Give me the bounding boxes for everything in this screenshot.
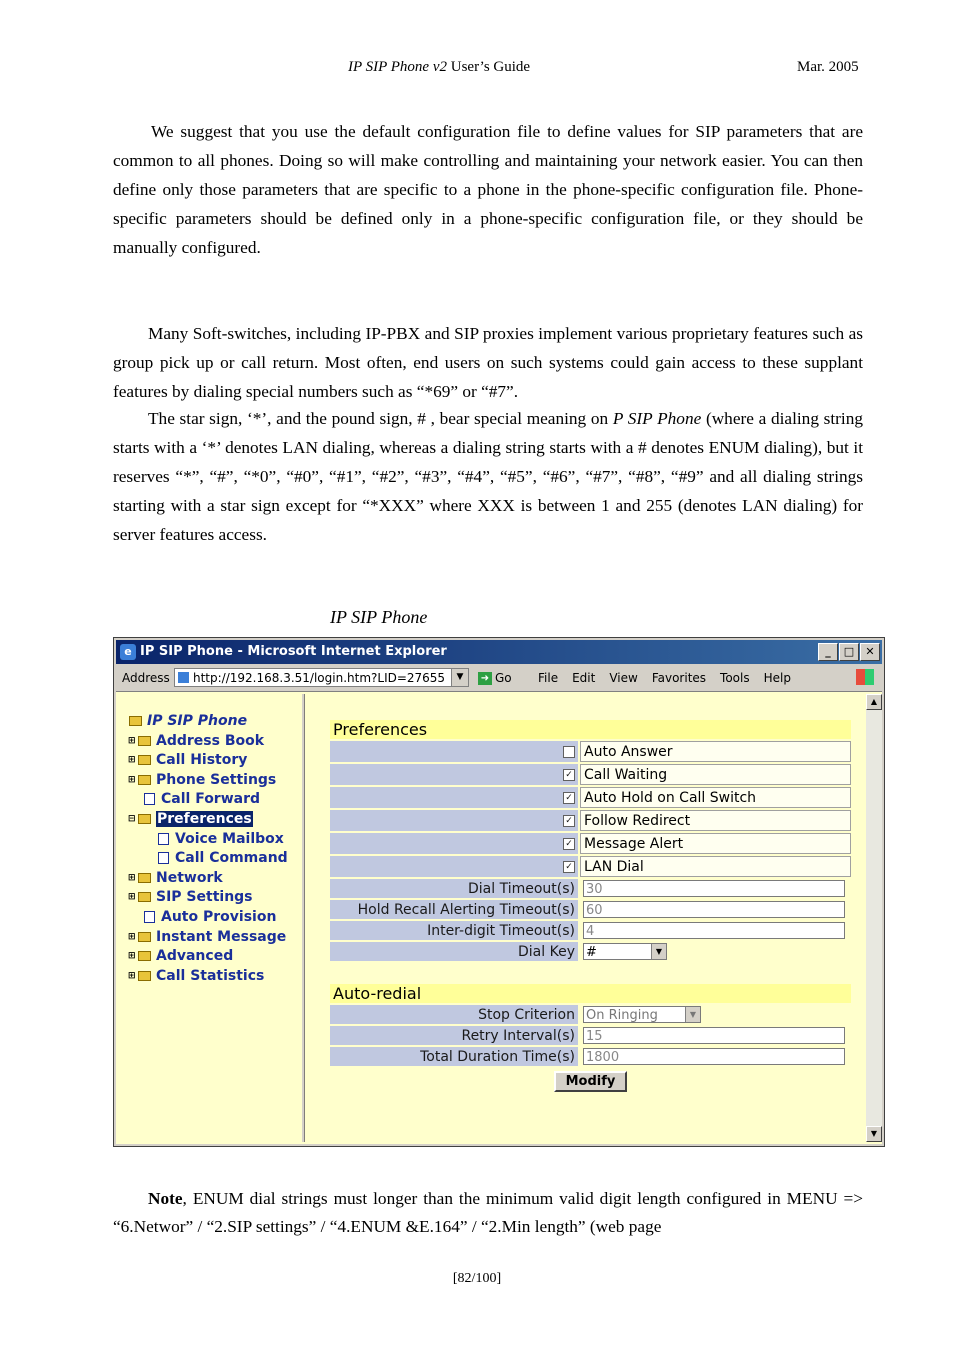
window-controls bbox=[817, 643, 880, 667]
tree-item-call-forward[interactable]: Call Forward bbox=[128, 790, 288, 810]
tree-item-call-command[interactable]: Call Command bbox=[128, 849, 288, 869]
form-pane bbox=[308, 694, 866, 1142]
folder-icon bbox=[138, 951, 151, 961]
header-date: Mar. 2005 bbox=[797, 59, 859, 75]
input-inter-digit-timeout[interactable]: 4 bbox=[583, 922, 845, 939]
input-retry-interval[interactable]: 15 bbox=[583, 1027, 845, 1044]
go-arrow-icon: ➜ bbox=[478, 672, 492, 685]
tree-root[interactable]: IP SIP Phone bbox=[128, 712, 288, 732]
tree-item-sip-settings[interactable]: ⊞ SIP Settings bbox=[128, 888, 288, 908]
label-total-duration: Total Duration Time(s) bbox=[330, 1047, 578, 1066]
chevron-down-icon[interactable]: ▼ bbox=[651, 944, 666, 959]
label-stop-criterion: Stop Criterion bbox=[330, 1005, 578, 1024]
tree-item-network[interactable]: ⊞ Network bbox=[128, 869, 288, 889]
preferences-form bbox=[328, 718, 853, 1096]
label-retry-interval: Retry Interval(s) bbox=[330, 1026, 578, 1045]
expand-icon[interactable]: ⊞ bbox=[128, 872, 136, 883]
collapse-icon[interactable]: ⊟ bbox=[128, 813, 136, 824]
folder-icon bbox=[138, 932, 151, 942]
nav-tree bbox=[128, 712, 288, 986]
input-hold-recall-timeout[interactable]: 60 bbox=[583, 901, 845, 918]
menu-edit[interactable]: Edit bbox=[572, 671, 596, 685]
check-label-auto-hold: Auto Hold on Call Switch bbox=[580, 787, 851, 808]
checkbox-auto-hold[interactable]: ✓ bbox=[563, 792, 575, 804]
menu-favorites[interactable]: Favorites bbox=[651, 671, 707, 685]
input-total-duration[interactable]: 1800 bbox=[583, 1048, 845, 1065]
page-icon bbox=[178, 672, 189, 683]
close-icon[interactable]: ✕ bbox=[860, 643, 880, 661]
address-label: Address bbox=[122, 671, 170, 685]
paragraph-2: Many Soft-switches, including IP-PBX and SIP proxies implement various proprietary features such as group pick up or call return. Most often, end users on such systems could gain access to these supplant features by dialing special numbers such as “*69” or “#7”. bbox=[113, 324, 863, 401]
paragraph-1: We suggest that you use the default configuration file to define values for SIP parameters that are common to all phones. Doing so will make controlling and maintaining your network easier. You can then define only those parameters that are specific to a phone in the phone-specific configuration file. Phone-specific parameters should be defined only in a phone-specific configuration file, or they should be manually configured. bbox=[113, 122, 863, 257]
label-inter-digit-timeout: Inter-digit Timeout(s) bbox=[330, 921, 578, 940]
check-label-follow-redirect: Follow Redirect bbox=[580, 810, 851, 831]
scroll-down-icon[interactable]: ▼ bbox=[866, 1126, 882, 1142]
tree-item-address-book[interactable]: ⊞ Address Book bbox=[128, 732, 288, 752]
check-label-lan-dial: LAN Dial bbox=[580, 856, 851, 877]
select-dial-key[interactable]: # ▼ bbox=[583, 943, 667, 960]
menu-tools[interactable]: Tools bbox=[720, 671, 750, 685]
tree-item-voice-mailbox[interactable]: Voice Mailbox bbox=[128, 830, 288, 850]
checkbox-follow-redirect[interactable]: ✓ bbox=[563, 815, 575, 827]
browser-screenshot bbox=[113, 637, 885, 1147]
window-titlebar bbox=[116, 640, 882, 664]
paragraph-3: The star sign, ‘*’, and the pound sign, # , bear special meaning on P SIP Phone (where a dialing string starts with a ‘*’ denotes LAN dialing, whereas a dialing string starts with a # denotes ENUM dialing), but it reserves “*”, “#”, “*0”, “#0”, “#1”, “#2”, “#3”, “#4”, “#5”, “#6”, “#7”, “#8”, “#9” and all dialing strings starting with a star sign except for “*XXX” where XXX is between 1 and 255 (denotes LAN dialing) for server features access. bbox=[113, 409, 864, 544]
folder-icon bbox=[138, 736, 151, 746]
label-dial-key: Dial Key bbox=[330, 942, 578, 961]
page-icon bbox=[158, 833, 169, 845]
check-label-auto-answer: Auto Answer bbox=[580, 741, 851, 762]
note-paragraph: Note, ENUM dial strings must longer than the minimum valid digit length configured in MENU => “6.Networ” / “2.SIP settings” / “4.ENUM &E.164” / “2.Min length” (web page bbox=[113, 1189, 863, 1236]
chevron-down-icon[interactable]: ▼ bbox=[685, 1007, 700, 1022]
folder-open-icon bbox=[138, 814, 151, 824]
expand-icon[interactable]: ⊞ bbox=[128, 755, 136, 766]
page-icon bbox=[158, 852, 169, 864]
menu-help[interactable]: Help bbox=[763, 671, 791, 685]
page-icon bbox=[144, 911, 155, 923]
tree-item-auto-provision[interactable]: Auto Provision bbox=[128, 908, 288, 928]
tree-item-advanced[interactable]: ⊞ Advanced bbox=[128, 947, 288, 967]
tree-item-call-history[interactable]: ⊞ Call History bbox=[128, 751, 288, 771]
check-label-call-waiting: Call Waiting bbox=[580, 764, 851, 785]
expand-icon[interactable]: ⊞ bbox=[128, 892, 136, 903]
address-input[interactable] bbox=[174, 668, 469, 687]
maximize-icon[interactable]: □ bbox=[839, 643, 859, 661]
folder-icon bbox=[138, 892, 151, 902]
window-title: IP SIP Phone - Microsoft Internet Explorer bbox=[140, 644, 447, 659]
check-label-message-alert: Message Alert bbox=[580, 833, 851, 854]
tree-item-instant-message[interactable]: ⊞ Instant Message bbox=[128, 928, 288, 948]
header-title: IP SIP Phone v2 User’s Guide bbox=[348, 59, 531, 75]
figure-caption: IP SIP Phone bbox=[330, 607, 428, 627]
tree-item-call-statistics[interactable]: ⊞ Call Statistics bbox=[128, 967, 288, 987]
expand-icon[interactable]: ⊞ bbox=[128, 931, 136, 942]
expand-icon[interactable]: ⊞ bbox=[128, 970, 136, 981]
vertical-scrollbar[interactable] bbox=[866, 694, 882, 1142]
label-dial-timeout: Dial Timeout(s) bbox=[330, 879, 578, 898]
label-hold-recall-timeout: Hold Recall Alerting Timeout(s) bbox=[330, 900, 578, 919]
tree-item-preferences[interactable]: ⊟ Preferences bbox=[128, 810, 288, 830]
select-stop-criterion[interactable]: On Ringing ▼ bbox=[583, 1006, 701, 1023]
address-url: http://192.168.3.51/login.htm?LID=27655 bbox=[193, 671, 446, 685]
checkbox-lan-dial[interactable]: ✓ bbox=[563, 861, 575, 873]
scroll-up-icon[interactable]: ▲ bbox=[866, 694, 882, 710]
checkbox-message-alert[interactable]: ✓ bbox=[563, 838, 575, 850]
menu-bar bbox=[538, 665, 805, 691]
folder-icon bbox=[129, 716, 142, 726]
menu-view[interactable]: View bbox=[609, 671, 638, 685]
expand-icon[interactable]: ⊞ bbox=[128, 774, 136, 785]
page-content bbox=[116, 692, 882, 1144]
chevron-down-icon[interactable]: ▼ bbox=[451, 669, 468, 686]
input-dial-timeout[interactable]: 30 bbox=[583, 880, 845, 897]
section-preferences: Preferences bbox=[330, 720, 851, 739]
checkbox-auto-answer[interactable] bbox=[563, 746, 575, 758]
page-number: [82/100] bbox=[452, 1271, 502, 1286]
modify-button[interactable]: Modify bbox=[554, 1071, 628, 1092]
tree-item-phone-settings[interactable]: ⊞ Phone Settings bbox=[128, 771, 288, 791]
folder-icon bbox=[138, 971, 151, 981]
folder-icon bbox=[138, 873, 151, 883]
windows-logo-icon bbox=[856, 669, 874, 685]
checkbox-call-waiting[interactable]: ✓ bbox=[563, 769, 575, 781]
page-icon bbox=[144, 793, 155, 805]
expand-icon[interactable]: ⊞ bbox=[128, 735, 136, 746]
folder-icon bbox=[138, 755, 151, 765]
section-auto-redial: Auto-redial bbox=[330, 984, 851, 1003]
ie-icon: e bbox=[120, 644, 136, 660]
go-button[interactable]: ➜ Go bbox=[478, 665, 512, 691]
expand-icon[interactable]: ⊞ bbox=[128, 951, 136, 962]
nav-pane bbox=[118, 694, 305, 1142]
address-bar bbox=[116, 665, 882, 692]
minimize-icon[interactable]: _ bbox=[818, 643, 838, 661]
folder-icon bbox=[138, 775, 151, 785]
menu-file[interactable]: File bbox=[538, 671, 559, 685]
